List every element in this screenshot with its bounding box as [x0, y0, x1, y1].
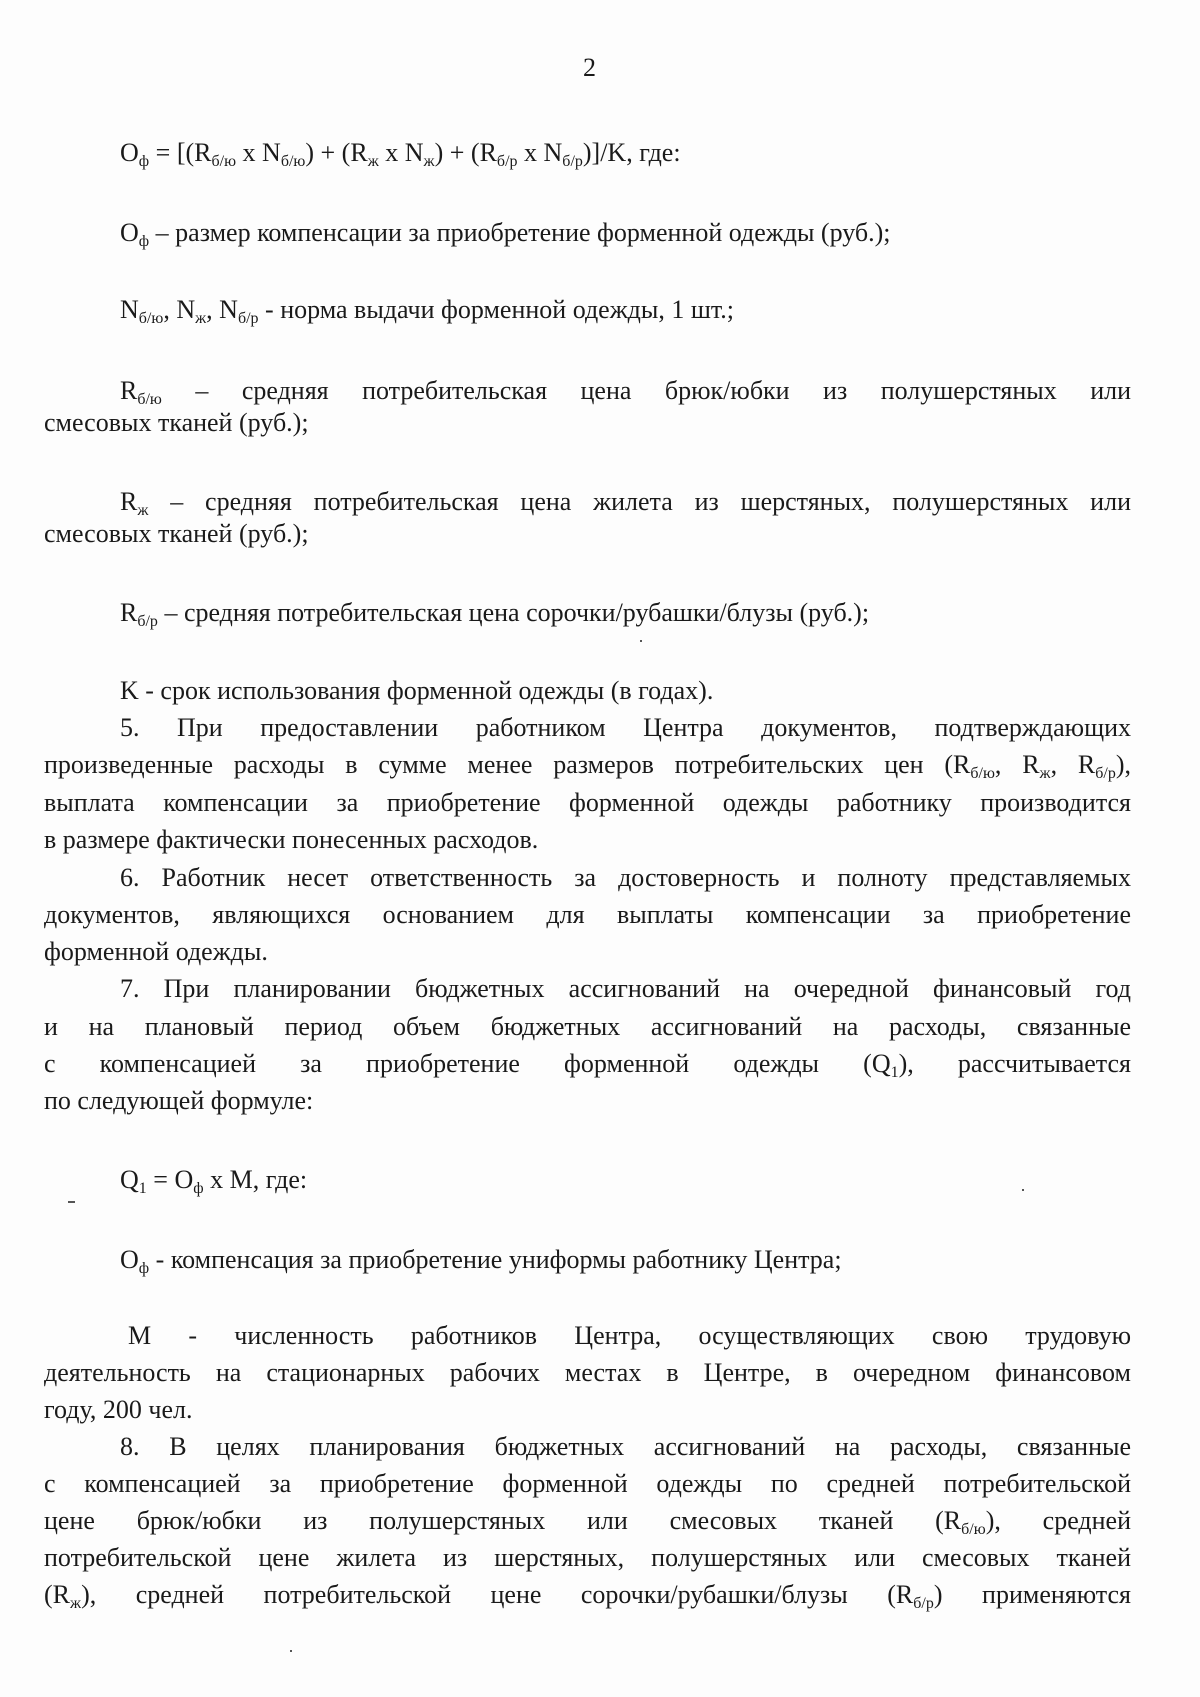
item6-line3: форменной одежды. [44, 937, 268, 966]
definition-m-line2: деятельность на стационарных рабочих местах в Центре, в очередном финансовом [44, 1358, 1131, 1387]
definition-r-bu-line2: смесовых тканей (руб.); [44, 408, 309, 437]
item6-line1: 6. Работник несет ответственность за достоверность и полноту представляемых [120, 863, 1131, 892]
definition-m-line1: M - численность работников Центра, осуществляющих свою трудовую [128, 1321, 1131, 1350]
scan-speck [68, 1201, 75, 1203]
item6-line2: документов, являющихся основанием для выплаты компенсации за приобретение [44, 900, 1131, 929]
item7-line3: с компенсацией за приобретение форменной одежды $(Q_1)$, рассчитывается [44, 1049, 1131, 1081]
formula-compensation: $О_ф = [(R_{б/ю}$ x $N_{б/ю}) + (R_ж$ x $N_ж) + (R_{б/р}$ x $N_{б/р})]/K$, где: [120, 138, 681, 170]
definition-of-2: $О_ф$ - компенсация за приобретение униформы работнику Центра; [120, 1245, 842, 1277]
item5-line4: в размере фактически понесенных расходов. [44, 825, 539, 854]
definition-n: $N_{б/ю}$, $N_ж$, $N_{б/р}$ - норма выдачи форменной одежды, 1 шт.; [120, 295, 735, 327]
item8-line4: потребительской цене жилета из шерстяных, полушерстяных или смесовых тканей [44, 1543, 1131, 1572]
definition-m-line3: году, 200 чел. [44, 1395, 193, 1424]
scan-speck [640, 640, 642, 642]
definition-r-bu: $R_{б/ю}$ – средняя потребительская цена брюк/юбки из полушерстяных или [120, 376, 1131, 408]
formula-budget: $Q_1 = О_ф$ x M, где: [120, 1165, 308, 1197]
definition-r-zh: $R_ж$ – средняя потребительская цена жилета из шерстяных, полушерстяных или [120, 487, 1131, 519]
definition-r-zh-line2: смесовых тканей (руб.); [44, 519, 309, 548]
scan-speck [1022, 1189, 1024, 1191]
item8-line3: цене брюк/юбки из полушерстяных или смесовых тканей $(R_{б/ю})$, средней [44, 1506, 1131, 1538]
definition-of: $О_ф$ – размер компенсации за приобретение форменной одежды (руб.); [120, 218, 891, 250]
item7-line4: по следующей формуле: [44, 1086, 314, 1115]
definition-k: K - срок использования форменной одежды (в годах). [120, 676, 714, 705]
definition-r-br: $R_{б/р}$ – средняя потребительская цена сорочки/рубашки/блузы (руб.); [120, 598, 870, 630]
item5-line1: 5. При предоставлении работником Центра документов, подтверждающих [120, 713, 1131, 742]
item8-line2: с компенсацией за приобретение форменной одежды по средней потребительской [44, 1469, 1131, 1498]
scan-speck [290, 1650, 292, 1652]
item7-line2: и на плановый период объем бюджетных ассигнований на расходы, связанные [44, 1012, 1131, 1041]
item5-line3: выплата компенсации за приобретение форменной одежды работнику производится [44, 788, 1131, 817]
item5-line2: произведенные расходы в сумме менее размеров потребительских цен ($R_{б/ю}$, $R_ж$, $R_{б/р}$), [44, 750, 1131, 782]
item7-line1: 7. При планировании бюджетных ассигнований на очередной финансовый год [120, 974, 1131, 1003]
item8-line5: $(R_ж)$, средней потребительской цене сорочки/рубашки/блузы $(R_{б/р})$ применяются [44, 1580, 1131, 1612]
item8-line1: 8. В целях планирования бюджетных ассигнований на расходы, связанные [120, 1432, 1131, 1461]
page-number: 2 [583, 53, 596, 82]
